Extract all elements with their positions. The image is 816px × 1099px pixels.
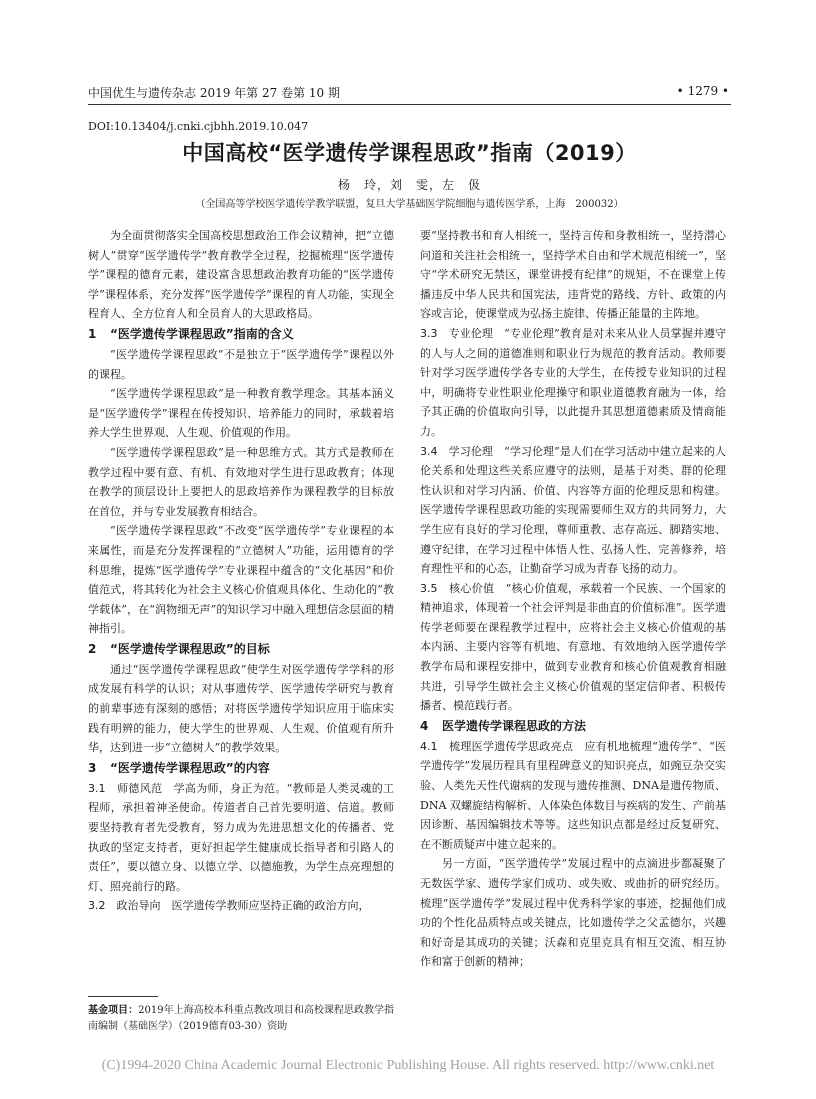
section-number: 4: [420, 718, 429, 733]
copyright-watermark: (C)1994-2020 China Academic Journal Electronic Publishing House. All rights reserved. http://www.cnki.net: [101, 1058, 715, 1073]
subsection-3-3: [420, 324, 726, 442]
intro-paragraph: 为全面贯彻落实全国高校思想政治工作会议精神，把“立德树人”贯穿“医学遗传学”教育教学全过程，挖掘梳理“医学遗传学”课程的德育元素，建设富含思想政治教育功能的“医学遗传学”课程体系，充分发挥“医学遗传学”课程的育人功能，实现全程育人、全方位育人和全员育人的大思政格局。: [88, 229, 394, 321]
funding-label: 基金项目：: [88, 1005, 139, 1016]
section-3-heading: [88, 758, 394, 779]
doi[interactable]: DOI:10.13404/j.cnki.cjbhh.2019.10.047: [88, 120, 309, 133]
page-number: • 1279 •: [676, 84, 729, 98]
authors: 杨 玲，刘 雯，左 伋: [337, 178, 481, 192]
paragraph: “医学遗传学课程思政”是一种教育教学理念。其基本涵义是“医学遗传学”课程在传授知识、培养能力的同时，承载着培养大学生世界观、人生观、价值观的作用。: [88, 387, 394, 440]
subsection-3-2: [88, 896, 394, 916]
subsection-label: 3.1 师德风范: [88, 781, 163, 795]
subsection-4-1: [420, 737, 726, 855]
subsection-label: 3.2 政治导向: [88, 899, 161, 913]
paragraph: 通过“医学遗传学课程思政”使学生对医学遗传学学科的形成发展有科学的认识；对从事遗传学、医学遗传学研究与教育的前辈事迹有深刻的感悟；对将医学遗传学知识应用于临床实践有明辨的能力，使大学生的世界观、人生观、价值观有所升华，达到进一步“立德树人”的教学效果。: [88, 662, 394, 755]
subsection-text: “核心价值观，承载着一个民族、一个国家的精神追求，体现着一个社会评判是非曲直的价值标准”。医学遗传学老师要在课程教学过程中，应将社会主义核心价值观的基本内涵、主要内容等有机地、有意地、有效地纳入医学遗传学教学布局和课程安排中，做到专业教育和核心价值观教育相融共进，引导学生做社会主义核心价值观的坚定信仰者、积极传播者、模范践行者。: [420, 581, 726, 713]
subsection-text: 应有机地梳理“遗传学”、“医学遗传学”发展历程具有里程碑意义的知识亮点，如豌豆杂交实验、人类先天性代谢病的发现与遗传推测、DNA是遗传物质、DNA 双螺旋结构解析、人体染色体数目与疾病的发生、产前基因诊断、基因编辑技术等等。这些知识点都是经过反复研究、在不断质疑声中建立起来的。: [420, 739, 726, 851]
section-title: “医学遗传学课程思政”指南的含义: [110, 326, 294, 341]
section-1-heading: [88, 324, 394, 345]
section-title: “医学遗传学课程思政”的内容: [110, 760, 270, 775]
subsection-text: 学高为师，身正为范。“教师是人类灵魂的工程师，承担着神圣使命。传道者自己首先要明道、信道。教师要坚持教育者先受教育，努力成为先进思想文化的传播者、党执政的坚定支持者，更好担起学生健康成长指导者和引路人的责任”，要以德立身、以德立学、以德施教，为学生点亮理想的灯、照亮前行的路。: [88, 781, 394, 893]
journal-issue: 中国优生与遗传杂志 2019 年第 27 卷第 10 期: [88, 86, 340, 100]
subsection-text: 医学遗传学教师应坚持正确的政治方向，: [160, 899, 370, 913]
paragraph: 要“坚持教书和育人相统一，坚持言传和身教相统一，坚持潜心问道和关注社会相统一，坚持学术自由和学术规范相统一”，坚守“学术研究无禁区，课堂讲授有纪律”的规矩，不在课堂上传播违反中华人民共和国宪法，违背党的路线、方针、政策的内容或言论，使课堂成为弘扬主旋律、传播正能量的主阵地。: [420, 229, 726, 321]
subsection-label: 3.5 核心价值: [420, 581, 495, 595]
section-number: 2: [88, 641, 97, 656]
section-number: 1: [88, 326, 97, 341]
subsection-label: 3.4 学习伦理: [420, 444, 493, 458]
footnote-divider: [88, 996, 158, 997]
left-column: [88, 226, 394, 916]
right-column: [420, 226, 726, 972]
subsection-3-5: [420, 579, 726, 716]
subsection-text: “专业伦理”教育是对未来从业人员掌握并遵守的人与人之间的道德准则和职业行为规范的教育活动。教师要针对学习医学遗传学各专业的大学生，在传授专业知识的过程中，明确将专业性职业伦理操守和职业道德教育融为一体，给予其正确的价值取向引导，以此提升其思想道德素质及情商能力。: [420, 326, 726, 438]
paragraph: “医学遗传学课程思政”不改变“医学遗传学”专业课程的本来属性，而是充分发挥课程的“立德树人”功能，运用德育的学科思维，提炼“医学遗传学”专业课程中蕴含的“文化基因”和价值范式，将其转化为社会主义核心价值观具体化、生动化的“教学载体”，在“润物细无声”的知识学习中融入理想信念层面的精神指引。: [88, 524, 394, 636]
paragraph: “医学遗传学课程思政”不是独立于“医学遗传学”课程以外的课程。: [88, 347, 394, 381]
section-number: 3: [88, 760, 97, 775]
section-title: 医学遗传学课程思政的方法: [442, 718, 587, 733]
subsection-3-4: [420, 442, 726, 579]
article-title: 中国高校“医学遗传学课程思政”指南（2019）: [182, 141, 637, 165]
subsection-text: “学习伦理”是人们在学习活动中建立起来的人伦关系和处理这些关系应遵守的法则，是基于对类、群的伦理性认识和对学习内涵、价值、内容等方面的伦理反思和构建。医学遗传学课程思政功能的实现需要师生双方的共同努力，大学生应有良好的学习伦理，尊师重教、志存高远、脚踏实地、遵守纪律，在学习过程中体悟人性、弘扬人性、完善修养，培育理性平和的心态，让勤奋学习成为青春飞扬的动力。: [420, 444, 726, 576]
subsection-3-1: [88, 779, 394, 897]
funding-footnote: [88, 1003, 394, 1035]
funding-text: 2019年上海高校本科重点教改项目和高校课程思政教学指南编制（基础医学）（2019德育03-30）资助: [88, 1005, 395, 1032]
affiliation: （全国高等学校医学遗传学教学联盟，复旦大学基础医学院细胞与遗传医学系，上海 200032）: [195, 199, 624, 210]
paragraph: 另一方面，“医学遗传学”发展过程中的点滴进步都凝聚了无数医学家、遗传学家们成功、或失败、或曲折的研究经历。梳理“医学遗传学”发展过程中优秀科学家的事迹，挖掘他们成功的个性化品质特点或关键点，比如遗传学之父孟德尔，兴趣和好奇是其成功的关键；沃森和克里克具有相互交流、相互协作和富于创新的精神；: [420, 857, 726, 969]
paragraph: “医学遗传学课程思政”是一种思维方式。其方式是教师在教学过程中要有意、有机、有效地对学生进行思政教育；体现在教学的顶层设计上要把人的思政培养作为课程教学的目标放在首位，并与专业发展教育相结合。: [88, 445, 394, 518]
section-2-heading: [88, 639, 394, 660]
running-header: [88, 80, 731, 105]
section-4-heading: [420, 716, 726, 737]
subsection-label: 3.3 专业伦理: [420, 326, 493, 340]
section-title: “医学遗传学课程思政”的目标: [110, 641, 270, 656]
subsection-label: 4.1 梳理医学遗传学思政亮点: [420, 739, 574, 753]
